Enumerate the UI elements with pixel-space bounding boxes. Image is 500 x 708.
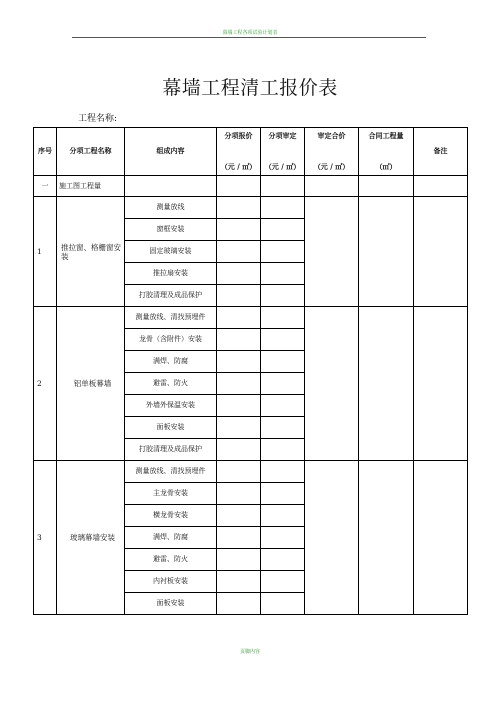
header-contract-unit: （㎡）: [375, 162, 397, 172]
item-content: 内衬板安装: [125, 571, 217, 593]
header-contract-label: 合同工程量: [368, 130, 404, 140]
review-cell[interactable]: [261, 483, 305, 505]
header-review-unit: （元 / ㎡）: [264, 162, 301, 172]
header-sub-item: 分项工程名称: [57, 128, 125, 176]
review-cell[interactable]: [261, 417, 305, 439]
group-no: 1: [34, 197, 57, 307]
item-content: 测量放线、清找预埋件: [125, 307, 217, 329]
quote-table: [33, 127, 468, 615]
review-cell[interactable]: [261, 461, 305, 483]
quote-cell[interactable]: [217, 395, 261, 417]
review-cell[interactable]: [261, 505, 305, 527]
header-seq: 序号: [34, 128, 57, 176]
review-cell[interactable]: [261, 439, 305, 461]
group-no: 3: [34, 461, 57, 615]
review-cell[interactable]: [261, 571, 305, 593]
review-cell[interactable]: [261, 197, 305, 219]
item-content: 避雷、防火: [125, 549, 217, 571]
quote-cell[interactable]: [217, 483, 261, 505]
remarks-cell[interactable]: [414, 461, 468, 615]
item-content: 避雷、防火: [125, 373, 217, 395]
item-content: 外墙外保温安装: [125, 395, 217, 417]
approved-cell[interactable]: [305, 461, 359, 615]
table-row: [34, 197, 468, 219]
section-title: 施工图工程量: [57, 176, 125, 197]
quote-cell[interactable]: [217, 571, 261, 593]
item-content: 满焊、防腐: [125, 351, 217, 373]
table-header-row: [34, 128, 468, 176]
header-remarks: 备注: [414, 128, 468, 176]
item-content: 龙骨（含附件）安装: [125, 329, 217, 351]
approved-cell[interactable]: [305, 197, 359, 307]
item-content: 窗框安装: [125, 219, 217, 241]
review-cell[interactable]: [261, 549, 305, 571]
quote-cell[interactable]: [217, 329, 261, 351]
cell: [305, 176, 359, 197]
header-approved: [305, 128, 359, 176]
quote-cell[interactable]: [217, 241, 261, 263]
quote-cell[interactable]: [217, 417, 261, 439]
header-review: [261, 128, 305, 176]
remarks-cell[interactable]: [414, 197, 468, 307]
cell: [125, 176, 217, 197]
review-cell[interactable]: [261, 241, 305, 263]
review-cell[interactable]: [261, 351, 305, 373]
quote-cell[interactable]: [217, 219, 261, 241]
quote-cell[interactable]: [217, 593, 261, 615]
group-name: 铝单板幕墙: [57, 307, 125, 461]
item-content: 满焊、防腐: [125, 527, 217, 549]
review-cell[interactable]: [261, 593, 305, 615]
quote-cell[interactable]: [217, 527, 261, 549]
header-content: 组成内容: [125, 128, 217, 176]
review-cell[interactable]: [261, 373, 305, 395]
cell: [261, 176, 305, 197]
table-row: [34, 461, 468, 483]
quote-cell[interactable]: [217, 461, 261, 483]
item-content: 面板安装: [125, 417, 217, 439]
quote-cell[interactable]: [217, 373, 261, 395]
item-content: 面板安装: [125, 593, 217, 615]
header-quote: [217, 128, 261, 176]
contract-cell[interactable]: [359, 461, 414, 615]
table-row: [34, 307, 468, 329]
header-contract: [359, 128, 414, 176]
quote-cell[interactable]: [217, 439, 261, 461]
item-content: 固定玻璃安装: [125, 241, 217, 263]
review-cell[interactable]: [261, 527, 305, 549]
item-content: 打胶清理及成品保护: [125, 285, 217, 307]
quote-cell[interactable]: [217, 285, 261, 307]
remarks-cell[interactable]: [414, 307, 468, 461]
review-cell[interactable]: [261, 263, 305, 285]
contract-cell[interactable]: [359, 307, 414, 461]
quote-cell[interactable]: [217, 351, 261, 373]
header-review-label: 分项审定: [268, 130, 297, 140]
page-title: 幕墙工程清工报价表: [162, 77, 338, 99]
review-cell[interactable]: [261, 307, 305, 329]
cell: [359, 176, 414, 197]
review-cell[interactable]: [261, 395, 305, 417]
review-cell[interactable]: [261, 329, 305, 351]
project-name-label: 工程名称:: [78, 114, 118, 124]
section-no: 一: [34, 176, 57, 197]
header-quote-unit: （元 / ㎡）: [220, 162, 257, 172]
quote-cell[interactable]: [217, 549, 261, 571]
group-no: 2: [34, 307, 57, 461]
header-approved-unit: （元 / ㎡）: [313, 162, 350, 172]
group-name: 推拉窗、格栅窗安装: [57, 197, 125, 307]
header-quote-label: 分项报价: [224, 130, 253, 140]
page-footer: 页脚内容: [239, 649, 260, 655]
review-cell[interactable]: [261, 219, 305, 241]
approved-cell[interactable]: [305, 307, 359, 461]
item-content: 横龙骨安装: [125, 505, 217, 527]
quote-cell[interactable]: [217, 197, 261, 219]
section-row: [34, 176, 468, 197]
item-content: 主龙骨安装: [125, 483, 217, 505]
cell: [217, 176, 261, 197]
cell: [414, 176, 468, 197]
item-content: 测量放线、清找预埋件: [125, 461, 217, 483]
quote-cell[interactable]: [217, 307, 261, 329]
review-cell[interactable]: [261, 285, 305, 307]
item-content: 推拉扇安装: [125, 263, 217, 285]
page-header: 幕墙工程各项试验计划表: [222, 30, 278, 36]
header-approved-label: 审定合价: [317, 130, 346, 140]
quote-cell[interactable]: [217, 263, 261, 285]
header-rule: [72, 37, 426, 38]
item-content: 测量放线: [125, 197, 217, 219]
contract-cell[interactable]: [359, 197, 414, 307]
item-content: 打胶清理及成品保护: [125, 439, 217, 461]
group-name: 玻璃幕墙安装: [57, 461, 125, 615]
quote-cell[interactable]: [217, 505, 261, 527]
